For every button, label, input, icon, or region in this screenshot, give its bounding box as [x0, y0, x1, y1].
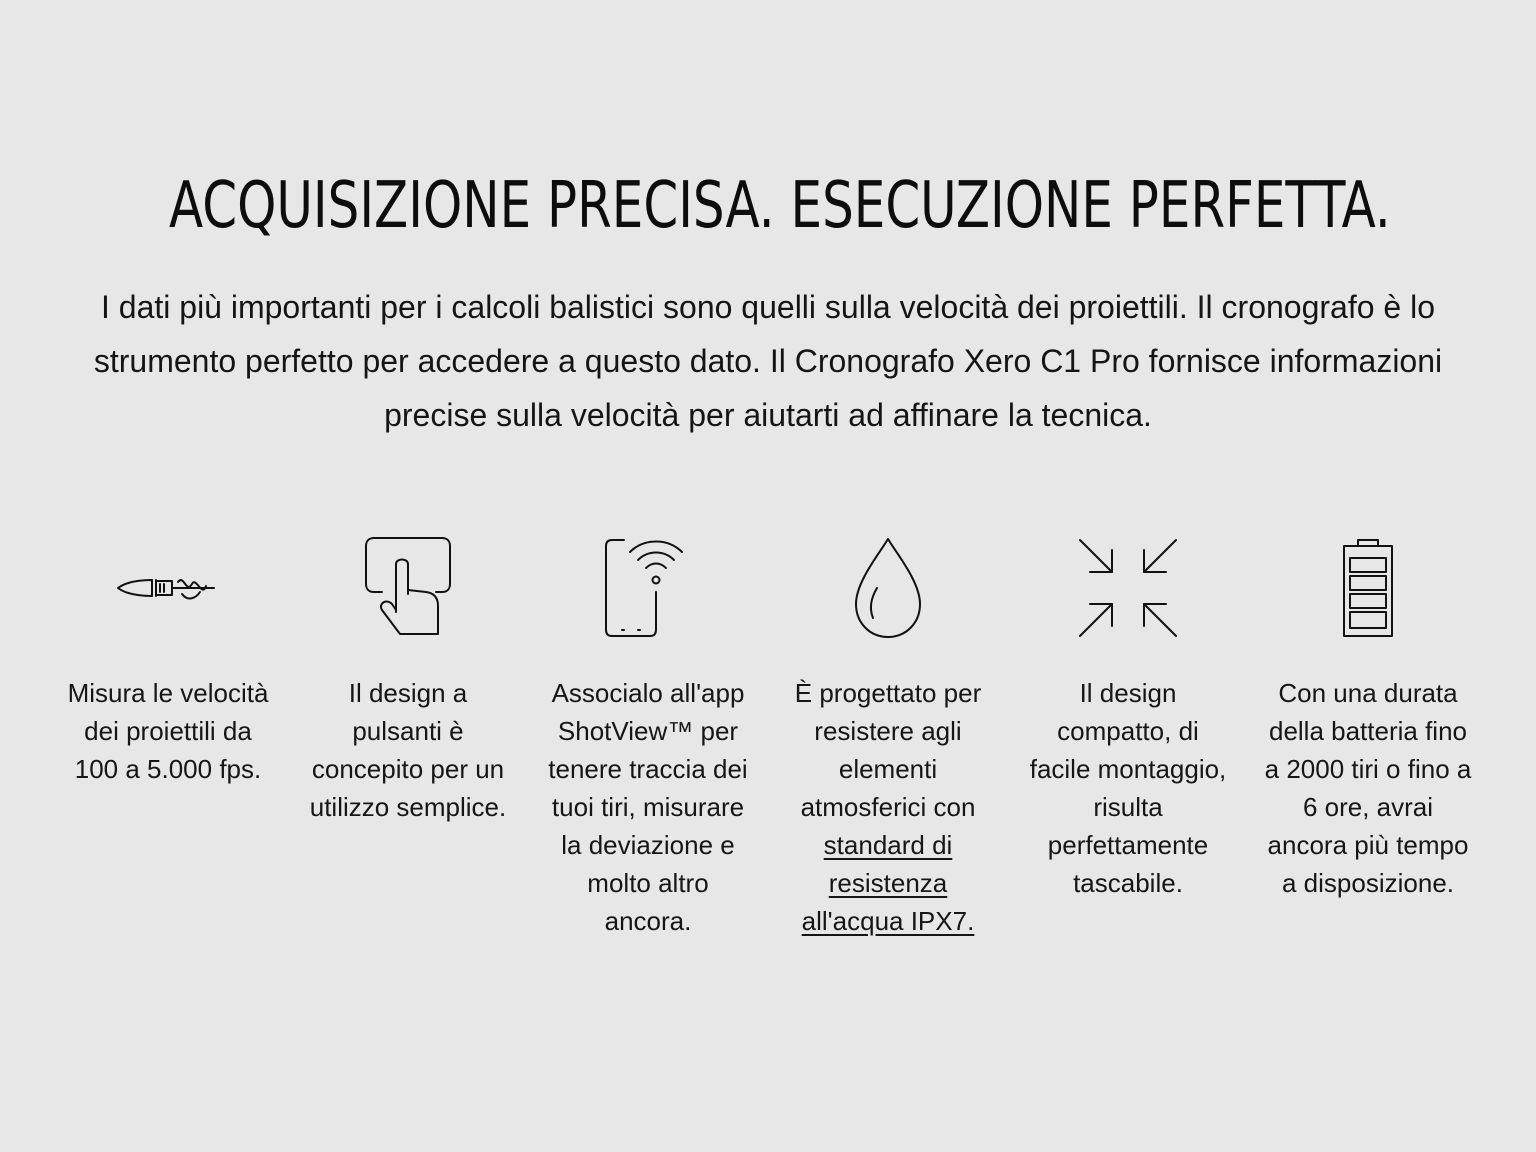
feature-text: Il design a pulsanti è concepito per un utilizzo semplice.: [309, 678, 507, 822]
feature-app: [528, 536, 768, 940]
feature-text-lead: È progettato per resistere agli elementi atmosferici con: [794, 678, 982, 822]
water-drop-icon: [833, 536, 943, 640]
page-headline: ACQUISIZIONE PRECISA. ESECUZIONE PERFETTA.: [168, 169, 1391, 243]
feature-buttons: [288, 536, 528, 940]
feature-compact: [1008, 536, 1248, 940]
feature-waterproof: [768, 536, 1008, 940]
phone-wireless-icon: [593, 536, 703, 640]
feature-text: Il design compatto, di facile montaggio, risulta perfettamente tascabile.: [1029, 678, 1227, 898]
feature-list: [48, 536, 1488, 940]
bullet-icon: [113, 536, 223, 640]
touch-button-icon: [353, 536, 463, 640]
feature-text: Misura le velocità dei proiettili da 100 a 5.000 fps.: [67, 678, 269, 784]
ipx7-standard-link[interactable]: standard di resistenza all'acqua IPX7.: [801, 830, 975, 936]
intro-paragraph: I dati più importanti per i calcoli balistici sono quelli sulla velocità dei proiettili. Il cronografo è lo strumento perfetto per accedere a questo dato. Il Cronografo Xero C1 Pro fornisce informazioni precise sulla velocità per aiutarti ad affinare la tecnica.: [93, 289, 1443, 433]
battery-icon: [1313, 536, 1423, 640]
feature-text: Associalo all'app ShotView™ per tenere traccia dei tuoi tiri, misurare la deviazione e molto altro ancora.: [548, 678, 748, 936]
feature-velocity: [48, 536, 288, 940]
compact-arrows-icon: [1073, 536, 1183, 640]
feature-text: [784, 674, 992, 940]
feature-battery: [1248, 536, 1488, 940]
feature-text: Con una durata della batteria fino a 2000 tiri o fino a 6 ore, avrai ancora più tempo a disposizione.: [1264, 678, 1472, 898]
